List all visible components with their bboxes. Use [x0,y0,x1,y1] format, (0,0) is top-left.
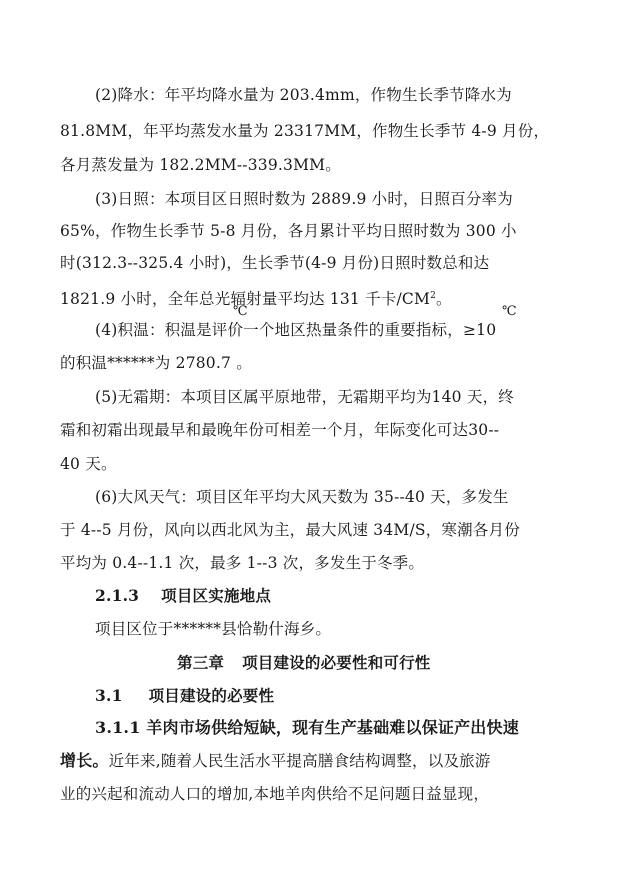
section-3-1-heading [95,686,274,706]
section-number: 3.1 [95,686,123,705]
frost-line-1: (5)无霜期：本项目区属平原地带，无霜期平均为140 天，终 [95,388,514,406]
degree-symbol-1: ℃ [233,304,248,319]
precip-line-1: (2)降水：年平均降水量为 203.4mm，作物生长季节降水为 [95,86,512,104]
chapter-number: 第三章 [177,653,225,672]
superscript-2: 2 [430,291,436,301]
frost-line-3: 40 天。 [60,455,117,473]
wind-line-2: 于 4--5 月份，风向以西北风为主，最大风速 34M/S，寒潮各月份 [60,521,520,539]
section-3-1-1-line-1: 3.1.1 羊肉市场供给短缺，现有生产基础难以保证产出快速 [95,718,519,737]
section-title: 项目区实施地点 [161,586,272,605]
sunshine-line-4 [60,286,452,309]
location-text: 项目区位于******县恰勒什海乡。 [95,620,332,638]
section-3-1-1-line-3: 业的兴起和流动人口的增加,本地羊肉供给不足问题日益显现， [60,785,490,803]
sunshine-line-3: 时(312.3--325.4 小时)，生长季节(4-9 月份)日照时数总和达 [60,254,490,272]
section-3-1-1-body: 近年来,随着人民生活水平提高膳食结构调整，以及旅游 [108,752,491,770]
sunshine-line-4-text: 1821.9 小时，全年总光辐射量平均达 131 千卡/CM [60,290,431,309]
sunshine-line-4-end: 。 [436,290,452,309]
frost-line-2: 霜和初霜出现最早和最晚年份可相差一个月，年际变化可达30-- [60,421,500,439]
section-3-1-1-line-2 [60,751,491,771]
section-title: 项目建设的必要性 [148,686,275,705]
section-number: 2.1.3 [95,586,140,605]
degree-symbol-2: ℃ [502,304,517,319]
wind-line-3: 平均为 0.4--1.1 次，最多 1--3 次，多发生于冬季。 [60,554,425,572]
sunshine-line-1: (3)日照：本项目区日照时数为 2889.9 小时，日照百分率为 [95,190,513,208]
precip-line-2: 81.8MM，年平均蒸发水量为 23317MM，作物生长季节 4-9 月份， [60,122,550,140]
section-2-1-3-heading [95,586,271,606]
sunshine-line-2: 65%，作物生长季节 5-8 月份，各月累计平均日照时数为 300 小 [60,222,517,240]
section-3-1-1-bold-end: 增长。 [60,751,109,770]
accum-line-2: 的积温******为 2780.7 。 [60,354,252,372]
chapter-title: 项目建设的必要性和可行性 [242,653,431,672]
chapter-3-heading [177,653,431,673]
precip-line-3: 各月蒸发量为 182.2MM--339.3MM。 [60,156,341,174]
wind-line-1: (6)大风天气：项目区年平均大风天数为 35--40 天，多发生 [95,488,509,506]
accum-line-1: (4)积温：积温是评价一个地区热量条件的重要指标，≥10 [95,321,497,339]
